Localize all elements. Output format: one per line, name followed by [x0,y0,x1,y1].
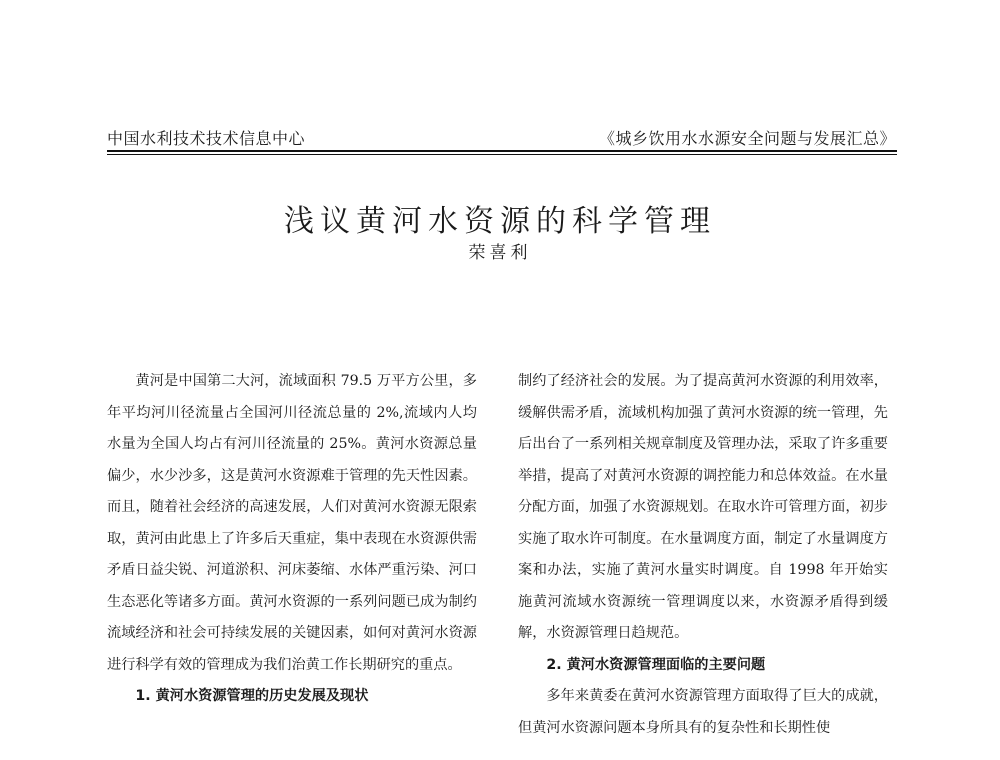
left-column [107,366,477,713]
paper-title: 浅议黄河水资源的科学管理 [284,204,716,240]
header-rule [107,150,897,155]
section-1-heading: 1. 黄河水资源管理的历史发展及现状 [135,688,369,704]
right-column [518,366,888,744]
section-2-heading: 2. 黄河水资源管理面临的主要问题 [546,656,766,673]
author-name: 荣喜利 [468,243,532,263]
intro-paragraph: 黄河是中国第二大河，流域面积 79.5 万平方公里，多年平均河川径流量占全国河川径流总量的 2%,流域内人均水量为全国人均占有河川径流量的 25%。黄河水资源总量偏少，水少沙多，这是黄河水资源难于管理的先天性因素。而且，随着社会经济的高速发展，人们对黄河水资源无限索取，黄河由此患上了许多后天重症，集中表现在水资源供需矛盾日益尖锐、河道淤积、河床萎缩、水体严重污染、河口生态恶化等诸多方面。黄河水资源的一系列问题已成为制约流域经济和社会可持续发展的关键因素，如何对黄河水资源进行科学有效的管理成为我们治黄工作长期研究的重点。 [107,373,477,673]
continuation-paragraph: 制约了经济社会的发展。为了提高黄河水资源的利用效率，缓解供需矛盾，流域机构加强了黄河水资源的统一管理，先后出台了一系列相关规章制度及管理办法，采取了许多重要举措，提高了对黄河水资源的调控能力和总体效益。在水量分配方面，加强了水资源规划。在取水许可管理方面，初步实施了取水许可制度。在水量调度方面，制定了水量调度方案和办法，实施了黄河水量实时调度。自 1998 年开始实施黄河流域水资源统一管理调度以来，水资源矛盾得到缓解，水资源管理日趋规范。 [518,373,888,641]
header-right: 《城乡饮用水水源安全问题与发展汇总》 [598,129,896,148]
section-2-paragraph: 多年来黄委在黄河水资源管理方面取得了巨大的成就，但黄河水资源问题本身所具有的复杂性和长期性使 [518,688,888,736]
header-left: 中国水利技术技术信息中心 [107,129,306,148]
